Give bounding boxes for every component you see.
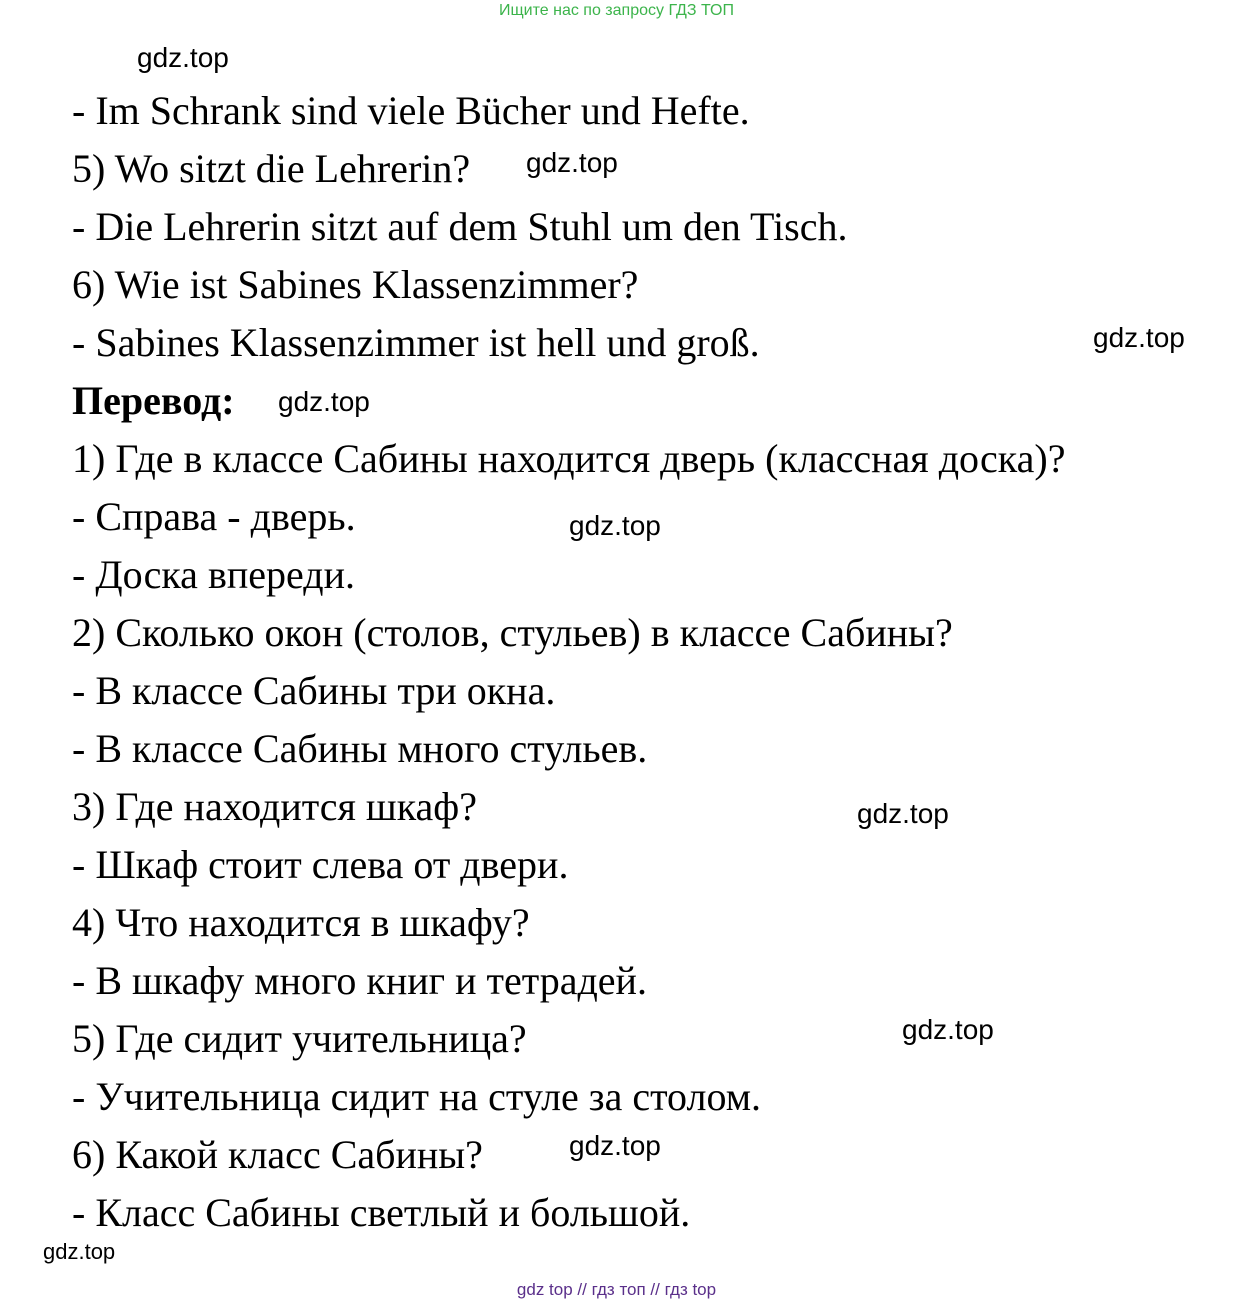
answer-line: - Доска впереди. (72, 552, 355, 597)
question-line: 5) Где сидит учительница? (72, 1016, 527, 1061)
top-banner: Ищите нас по запросу ГДЗ ТОП (499, 2, 734, 19)
watermark: gdz.top (569, 510, 661, 541)
question-line: 6) Какой класс Сабины? (72, 1132, 483, 1177)
question-line: 6) Wie ist Sabines Klassenzimmer? (72, 262, 639, 307)
watermark: gdz.top (278, 386, 370, 417)
watermark: gdz.top (569, 1130, 661, 1161)
question-line: 3) Где находится шкаф? (72, 784, 477, 829)
answer-line: - Справа - дверь. (72, 494, 356, 539)
question-line: 1) Где в классе Сабины находится дверь (классная доска)? (72, 436, 1066, 481)
answer-line: - Im Schrank sind viele Bücher und Hefte. (72, 88, 750, 133)
watermark: gdz.top (526, 147, 618, 178)
watermark: gdz.top (43, 1239, 116, 1264)
answer-line: - Шкаф стоит слева от двери. (72, 842, 569, 887)
answer-line: - Класс Сабины светлый и большой. (72, 1190, 691, 1235)
question-line: 4) Что находится в шкафу? (72, 900, 530, 945)
footer-links: gdz top // гдз топ // гдз top (516, 1280, 717, 1299)
question-line: 2) Сколько окон (столов, стульев) в классе Сабины? (72, 610, 953, 655)
answer-line: - Sabines Klassenzimmer ist hell und groß. (72, 320, 760, 365)
watermark: gdz.top (902, 1014, 994, 1045)
watermark: gdz.top (137, 42, 229, 73)
answer-line: - В шкафу много книг и тетрадей. (72, 958, 647, 1003)
answer-line: - В классе Сабины три окна. (72, 668, 556, 713)
watermark: gdz.top (857, 798, 949, 829)
question-line: 5) Wo sitzt die Lehrerin? (72, 146, 471, 191)
watermark: gdz.top (1093, 322, 1185, 353)
answer-line: - В классе Сабины много стульев. (72, 726, 648, 771)
answer-line: - Учительница сидит на стуле за столом. (72, 1074, 762, 1119)
answer-line: - Die Lehrerin sitzt auf dem Stuhl um den Tisch. (72, 204, 848, 249)
translation-heading: Перевод: (72, 378, 235, 423)
